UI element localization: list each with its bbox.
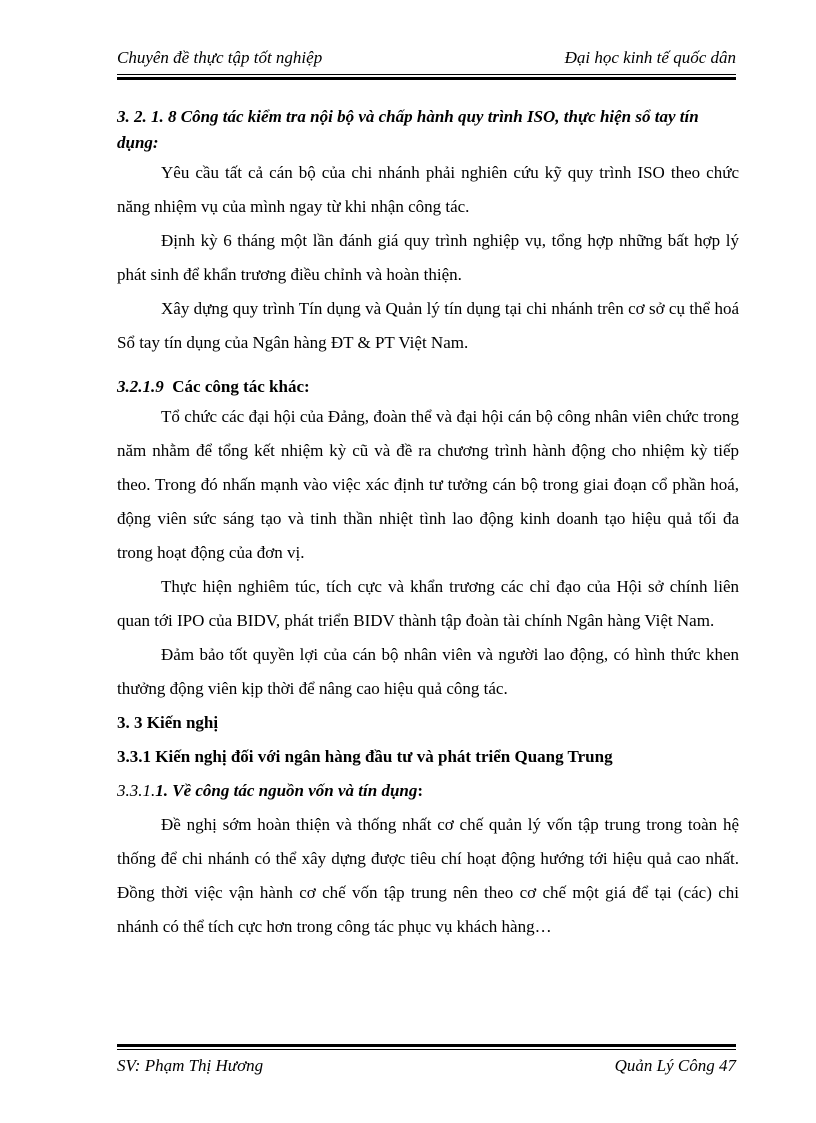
section-heading-3-3-1-1 — [117, 774, 739, 808]
header-right-text: Đại học kinh tế quốc dân — [564, 48, 736, 67]
paragraph: Xây dựng quy trình Tín dụng và Quản lý tín dụng tại chi nhánh trên cơ sở cụ thể hoá Sổ tay tín dụng của Ngân hàng ĐT & PT Việt Nam. — [117, 299, 739, 352]
header-left-text: Chuyên đề thực tập tốt nghiệp — [117, 48, 323, 67]
heading-text: Các công tác khác: — [172, 377, 310, 396]
footer-rule-thick — [117, 1044, 736, 1047]
section-heading-3-2-1-9 — [117, 374, 739, 400]
header-rule-thin — [117, 74, 736, 75]
section-heading-3-2-1-8: 3. 2. 1. 8 Công tác kiểm tra nội bộ và chấp hành quy trình ISO, thực hiện sổ tay tín dụng: — [117, 107, 699, 152]
paragraph: Yêu cầu tất cả cán bộ của chi nhánh phải nghiên cứu kỹ quy trình ISO theo chức năng nhiệm vụ của mình ngay từ khi nhận công tác. — [117, 163, 739, 216]
page-footer — [117, 1056, 736, 1080]
header-rule-thick — [117, 77, 736, 80]
paragraph: Đảm bảo tốt quyền lợi của cán bộ nhân viên và người lao động, có hình thức khen thưởng động viên kịp thời để nâng cao hiệu quả công tác. — [117, 645, 739, 698]
heading-text: 1. Về công tác nguồn vốn và tín dụng — [155, 781, 418, 800]
page-header — [117, 48, 736, 72]
section-heading-3-3-1: 3.3.1 Kiến nghị đối với ngân hàng đầu tư và phát triển Quang Trung — [117, 747, 613, 766]
heading-number: 3.2.1.9 — [117, 377, 164, 396]
heading-number: 3.3.1. — [117, 781, 156, 800]
heading-colon: : — [417, 781, 424, 800]
section-heading-3-3: 3. 3 Kiến nghị — [117, 713, 219, 732]
footer-rule-thin — [117, 1049, 736, 1050]
paragraph: Đề nghị sớm hoàn thiện và thống nhất cơ chế quản lý vốn tập trung trong toàn hệ thống để chi nhánh có thể xây dựng được tiêu chí hoạt động hướng tới hiệu quả cao nhất. Đồng thời việc vận hành cơ chế vốn tập trung nên theo cơ chế một giá để tại (các) chi nhánh có thể tích cực hơn trong công tác phục vụ khách hàng… — [117, 815, 739, 936]
footer-left-text: SV: Phạm Thị Hương — [117, 1056, 264, 1075]
paragraph: Thực hiện nghiêm túc, tích cực và khẩn trương các chỉ đạo của Hội sở chính liên quan tới IPO của BIDV, phát triển BIDV thành tập đoàn tài chính Ngân hàng Việt Nam. — [117, 577, 739, 630]
paragraph: Định kỳ 6 tháng một lần đánh giá quy trình nghiệp vụ, tổng hợp những bất hợp lý phát sinh để khẩn trương điều chỉnh và hoàn thiện. — [117, 231, 739, 284]
footer-right-text: Quản Lý Công 47 — [614, 1056, 736, 1075]
paragraph: Tổ chức các đại hội của Đảng, đoàn thể và đại hội cán bộ công nhân viên chức trong năm nhằm để tổng kết nhiệm kỳ cũ và đề ra chương trình hành động cho nhiệm kỳ tiếp theo. Trong đó nhấn mạnh vào việc xác định tư tưởng cán bộ trong giai đoạn cổ phần hoá, động viên sức sáng tạo và tinh thần nhiệt tình lao động kinh doanh tạo hiệu quả tối đa trong hoạt động của đơn vị. — [117, 407, 739, 562]
document-body — [117, 104, 739, 944]
